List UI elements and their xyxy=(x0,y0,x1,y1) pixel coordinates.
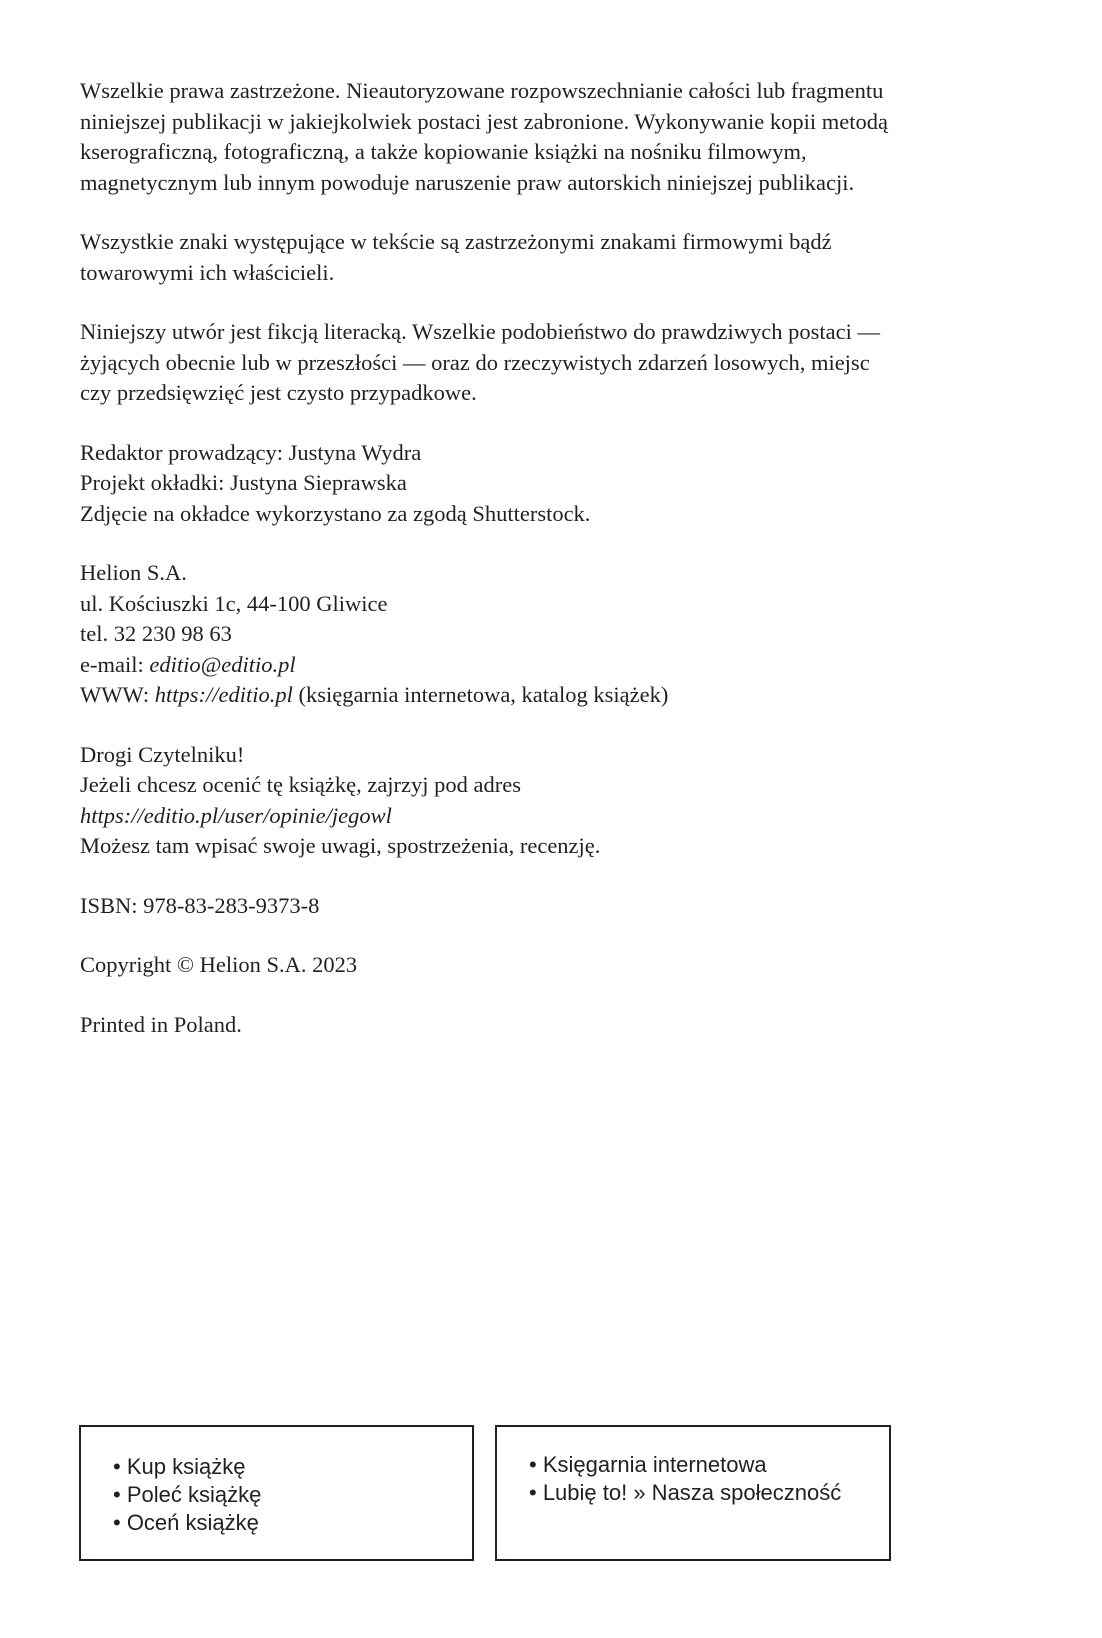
www-note: (księgarnia internetowa, katalog książek) xyxy=(292,682,669,707)
printed-notice: Printed in Poland. xyxy=(80,1011,242,1037)
review-url-link[interactable]: https://editio.pl/user/opinie/jegowl xyxy=(80,802,392,828)
publisher-email-line xyxy=(80,650,1020,681)
copyright-notice: Copyright © Helion S.A. 2023 xyxy=(80,952,358,977)
publisher-address: ul. Kościuszki 1c, 44-100 Gliwice xyxy=(80,590,388,616)
trademarks-paragraph xyxy=(80,227,1020,288)
trademarks-line: Wszystkie znaki występujące w tekście są zastrzeżonymi znakami firmowymi bądź xyxy=(80,229,832,254)
copyright-paragraph xyxy=(80,950,1020,981)
recommend-book-link[interactable]: • Poleć książkę xyxy=(113,1482,262,1507)
printed-paragraph xyxy=(80,1010,1020,1041)
www-link[interactable]: https://editio.pl xyxy=(154,682,293,707)
email-label: e-mail: xyxy=(80,651,150,677)
rights-line: magnetycznym lub innym powoduje naruszenie praw autorskich niniejszej publikacji. xyxy=(80,169,855,195)
rights-line: kserograficzną, fotograficzną, a także kopiowanie książki na nośniku filmowym, xyxy=(80,139,807,164)
store-links-box xyxy=(495,1425,891,1561)
fiction-paragraph xyxy=(80,317,1020,409)
rights-paragraph xyxy=(80,76,1020,198)
editor-credit: Redaktor prowadzący: Justyna Wydra xyxy=(80,439,422,465)
rights-line: niniejszej publikacji w jakiejkolwiek postaci jest zabronione. Wykonywanie kopii metodą xyxy=(80,108,889,134)
reader-invite: Jeżeli chcesz ocenić tę książkę, zajrzyj pod adres xyxy=(80,772,522,797)
isbn-paragraph xyxy=(80,891,1020,922)
community-link[interactable]: • Lubię to! » Nasza społeczność xyxy=(529,1480,842,1505)
reader-block xyxy=(80,740,1020,862)
copyright-page xyxy=(80,76,1020,1069)
online-bookstore-link[interactable]: • Księgarnia internetowa xyxy=(529,1452,767,1477)
rights-line: Wszelkie prawa zastrzeżone. Nieautoryzowane rozpowszechnianie całości lub fragmentu xyxy=(80,78,884,103)
credits-block xyxy=(80,438,1020,530)
trademarks-line: towarowymi ich właścicieli. xyxy=(80,259,335,285)
fiction-line: Niniejszy utwór jest fikcją literacką. Wszelkie podobieństwo do prawdziwych postaci — xyxy=(80,319,880,344)
cover-credit: Projekt okładki: Justyna Sieprawska xyxy=(80,470,407,495)
fiction-line: czy przedsięwzięć jest czysto przypadkowe. xyxy=(80,380,477,405)
photo-credit: Zdjęcie na okładce wykorzystano za zgodą Shutterstock. xyxy=(80,500,591,526)
publisher-block xyxy=(80,558,1020,711)
publisher-www-line xyxy=(80,680,1020,711)
reader-note: Możesz tam wpisać swoje uwagi, spostrzeżenia, recenzję. xyxy=(80,833,601,858)
links-boxes xyxy=(79,1425,895,1565)
reader-greeting: Drogi Czytelniku! xyxy=(80,741,245,767)
buy-book-link[interactable]: • Kup książkę xyxy=(113,1454,246,1479)
publisher-phone: tel. 32 230 98 63 xyxy=(80,621,232,646)
fiction-line: żyjących obecnie lub w przeszłości — oraz do rzeczywistych zdarzeń losowych, miejsc xyxy=(80,349,870,375)
book-actions-box xyxy=(79,1425,474,1561)
email-link[interactable]: editio@editio.pl xyxy=(149,651,296,677)
isbn: ISBN: 978-83-283-9373-8 xyxy=(80,892,320,918)
rate-book-link[interactable]: • Oceń książkę xyxy=(113,1510,259,1535)
www-label: WWW: xyxy=(80,682,155,707)
publisher-name: Helion S.A. xyxy=(80,560,187,585)
